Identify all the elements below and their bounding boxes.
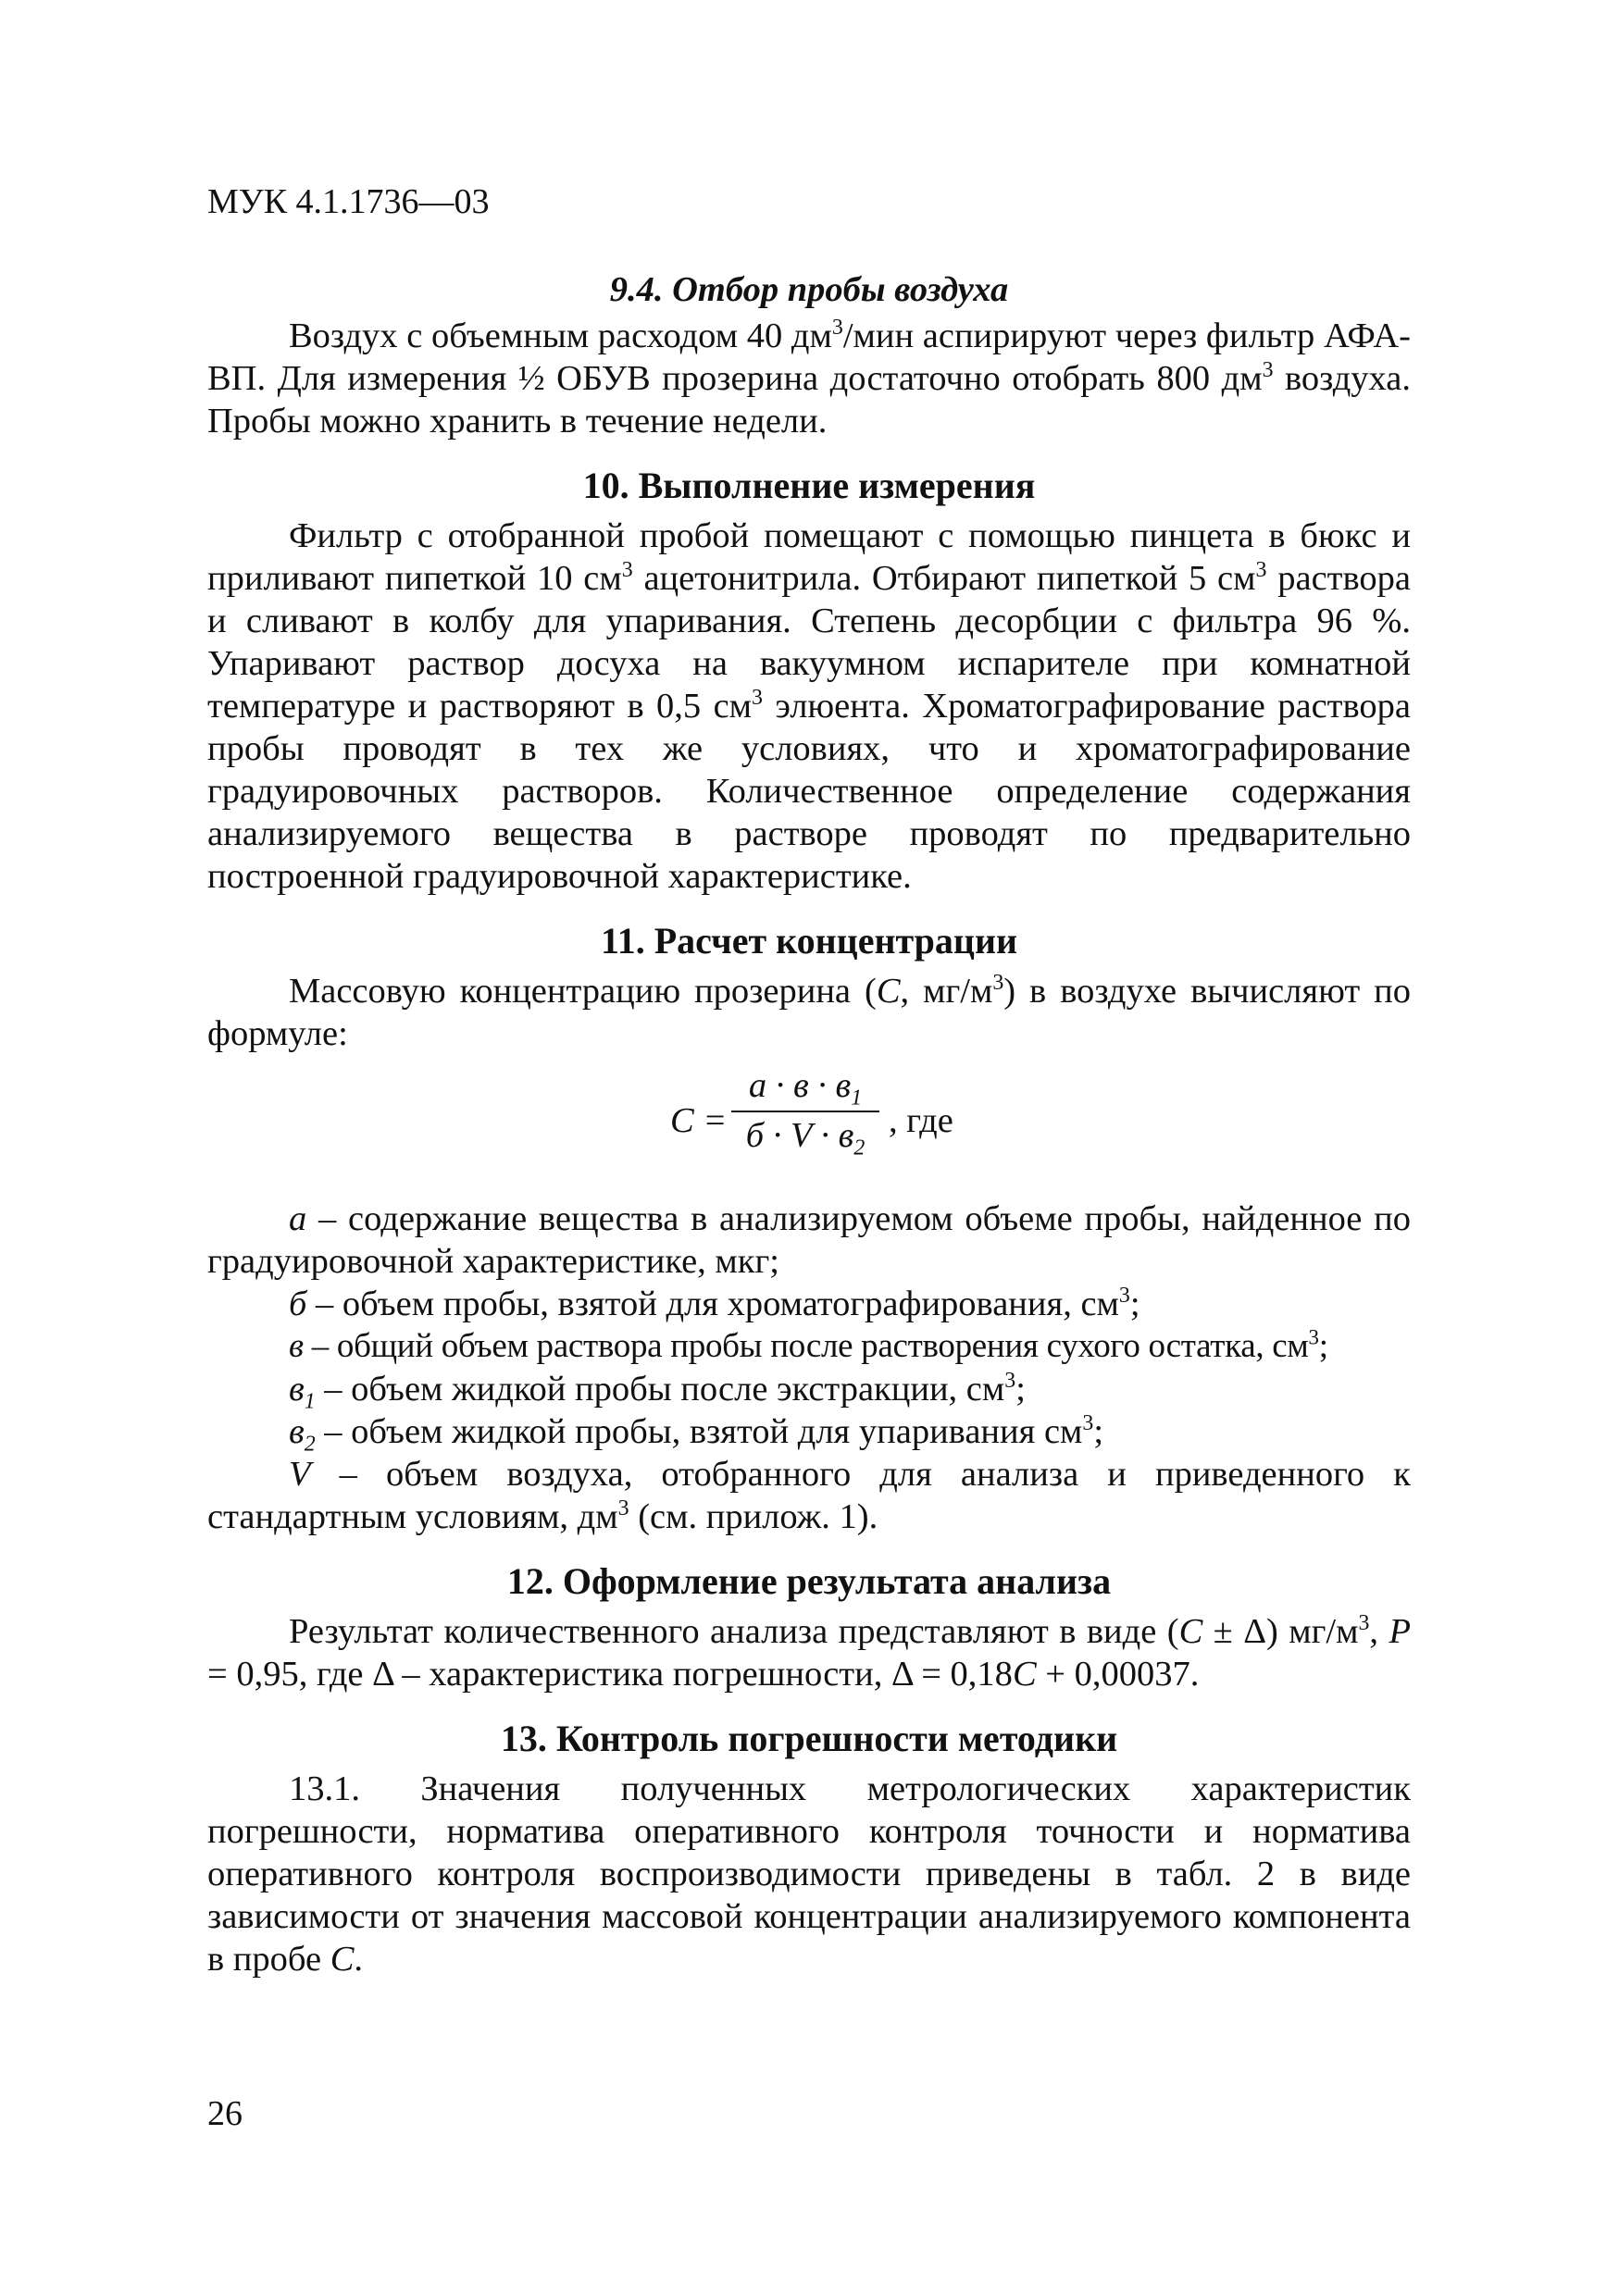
- concentration-formula: [207, 1064, 1411, 1194]
- paragraph-13-1: 13.1. Значения полученных метрологических характеристик погрешности, норматива оперативного контроля точности и норматива оперативного контроля воспроизводимости приведены в табл. 2 в виде зависимости от значения массовой концентрации анализируемого компонента в пробе С.: [207, 1769, 1411, 1979]
- variable-v2: $в_2$ – объем жидкой пробы, взятой для упаривания $см^3$;: [289, 1411, 1104, 1457]
- section-title-12: 12. Оформление результата анализа: [506, 1560, 1112, 1602]
- formula-lhs: С =: [670, 1101, 728, 1140]
- variable-v: в – общий объем раствора пробы после растворения сухого остатка, $см^3$;: [289, 1325, 1328, 1365]
- formula-where: , где: [889, 1101, 953, 1140]
- paragraph-9-4: Воздух с объемным расходом 40 $дм^3$/мин аспирируют через фильтр АФА-ВП. Для измерения ½ ОБУВ прозерина достаточно отобрать 800 $дм^3$ воздуха. Пробы можно хранить в течение недели.: [207, 316, 1411, 441]
- formula-numerator: $а \cdot в \cdot в_1$: [748, 1066, 863, 1111]
- document-code: МУК 4.1.1736—03: [207, 182, 490, 221]
- page-body: [207, 268, 1411, 1980]
- variable-a: а – содержание вещества в анализируемом объеме пробы, найденное по градуировочной характеристике, мкг;: [207, 1199, 1411, 1281]
- paragraph-10: Фильтр с отобранной пробой помещают с помощью пинцета в бюкс и приливают пипеткой 10 $см^3$ ацетонитрила. Отбирают пипеткой 5 $см^3$ раствора и сливают в колбу для упаривания. Степень десорбции с фильтра 96 %. Упаривают раствор досуха на вакуумном испарителе при комнатной температуре и растворяют в 0,5 $см^3$ элюента. Хроматографирование раствора пробы проводят в тех же условиях, что и хроматографирование градуировочных растворов. Количественное определение содержания анализируемого вещества в растворе проводят по предварительно построенной градуировочной характеристике.: [207, 516, 1411, 896]
- paragraph-12: Результат количественного анализа представляют в виде (С ± Δ) $мг/м^3$, Р = 0,95, где Δ – характеристика погрешности, Δ = 0,18С + 0,00037.: [207, 1611, 1411, 1694]
- variable-b: б – объем пробы, взятой для хроматографирования, $см^3$;: [289, 1284, 1140, 1323]
- section-title-13: 13. Контроль погрешности методики: [500, 1718, 1118, 1759]
- subsection-title-9-4: 9.4. Отбор пробы воздуха: [609, 270, 1009, 309]
- page-number: 26: [207, 2094, 243, 2133]
- variable-V: V – объем воздуха, отобранного для анализа и приведенного к стандартным условиям, $дм^3$ (см. прилож. 1).: [207, 1455, 1411, 1536]
- section-title-11: 11. Расчет концентрации: [600, 920, 1018, 962]
- formula-denominator: $б \cdot V \cdot в_2$: [745, 1116, 866, 1160]
- formula-fraction: [731, 1064, 879, 1160]
- variable-v1: $в_1$ – объем жидкой пробы после экстракции, $см^3$;: [289, 1369, 1026, 1414]
- section-title-10: 10. Выполнение измерения: [582, 465, 1036, 506]
- paragraph-11: Массовую концентрацию прозерина (С, $мг/м^3$) в воздухе вычисляют по формуле:: [207, 971, 1411, 1053]
